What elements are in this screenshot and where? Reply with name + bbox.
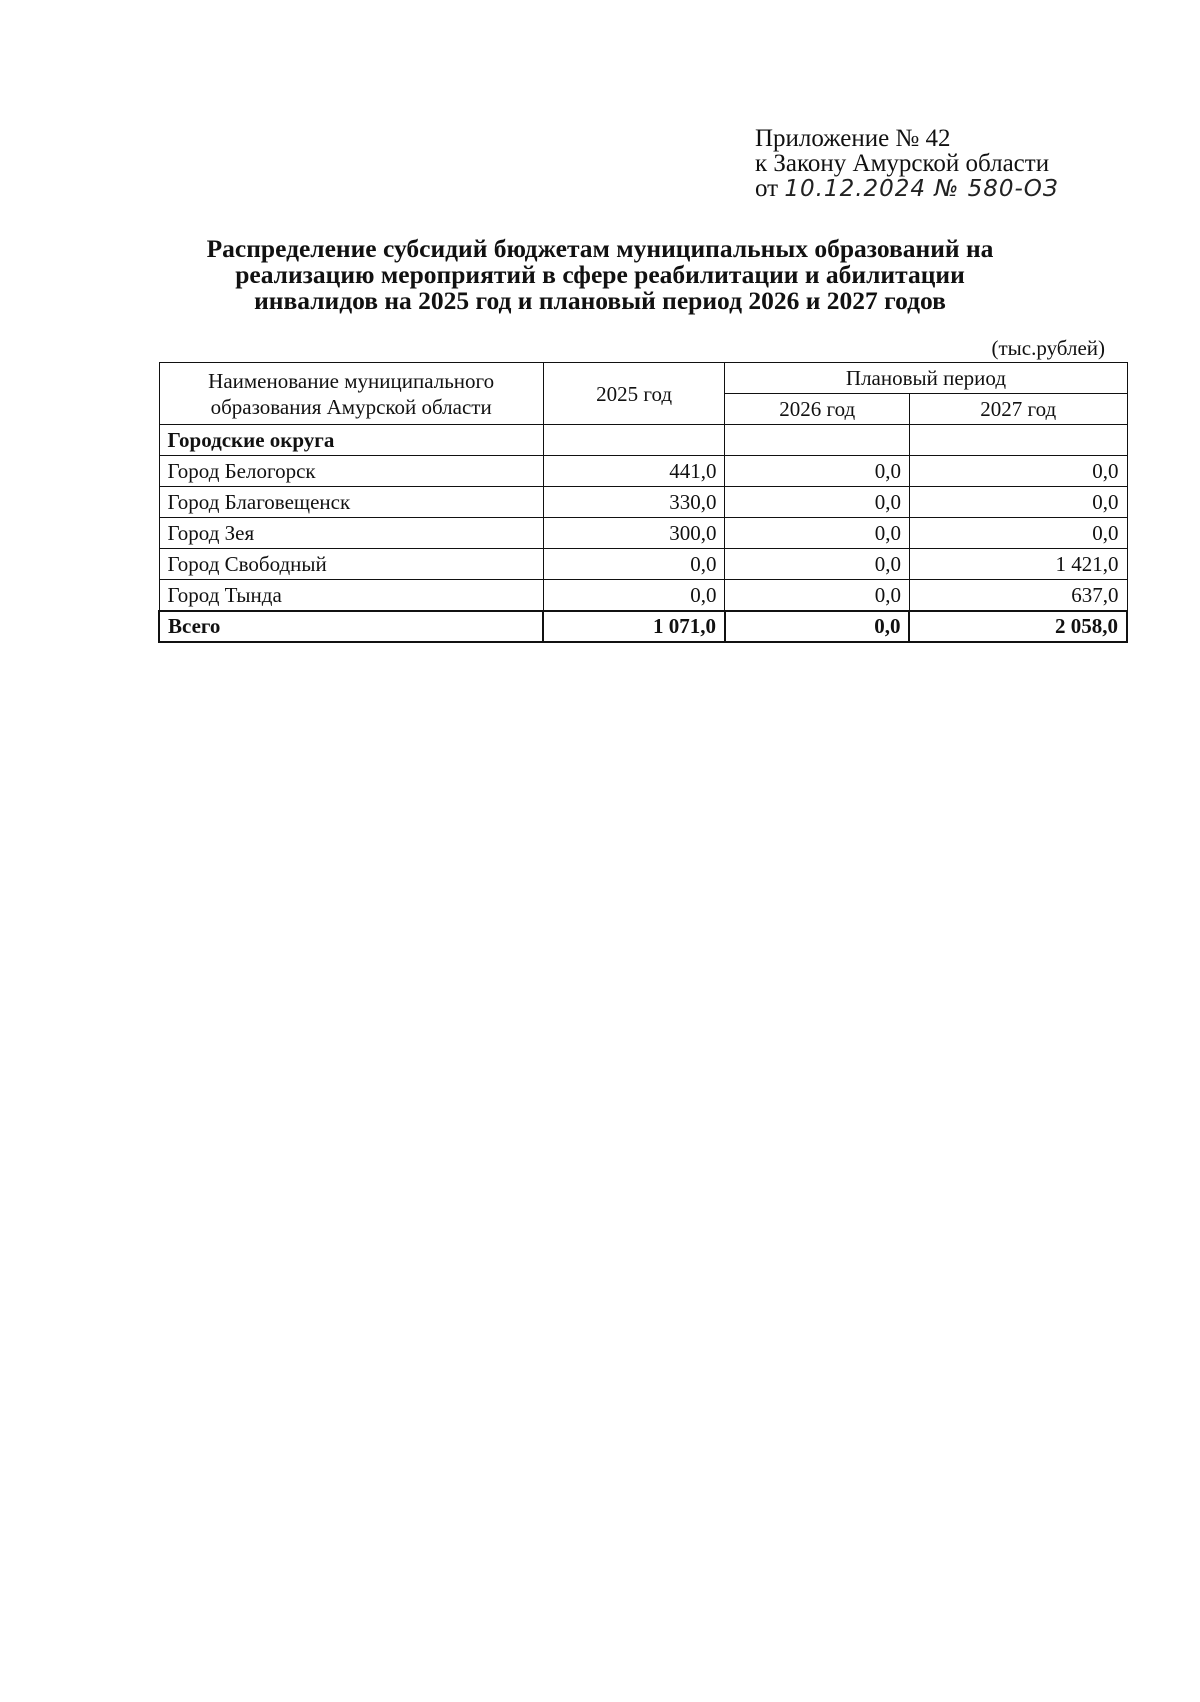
section-empty-cell bbox=[725, 425, 910, 456]
document-title-line-2: реализацию мероприятий в сфере реабилитации и абилитации bbox=[235, 260, 965, 289]
header-municipality-line-2: образования Амурской области bbox=[210, 394, 492, 419]
total-value-2027: 2 058,0 bbox=[909, 611, 1127, 642]
row-value-2027: 637,0 bbox=[909, 580, 1127, 611]
row-value-2025: 441,0 bbox=[543, 456, 725, 487]
header-2025: 2025 год bbox=[543, 363, 725, 425]
row-value-2025: 330,0 bbox=[543, 487, 725, 518]
row-name: Город Белогорск bbox=[159, 456, 543, 487]
row-value-2026: 0,0 bbox=[725, 549, 910, 580]
header-2026: 2026 год bbox=[725, 394, 910, 425]
table-header-row bbox=[159, 363, 1127, 394]
appendix-reference bbox=[755, 126, 1155, 202]
appendix-number: Приложение № 42 bbox=[755, 125, 951, 152]
document-title-line-3: инвалидов на 2025 год и плановый период 2026 и 2027 годов bbox=[254, 286, 946, 315]
header-planned-period: Плановый период bbox=[725, 363, 1127, 394]
header-municipality bbox=[159, 363, 543, 425]
appendix-date-prefix: от bbox=[755, 175, 779, 202]
subsidies-table bbox=[158, 362, 1128, 643]
total-row bbox=[159, 611, 1127, 642]
table-row bbox=[159, 549, 1127, 580]
row-value-2025: 0,0 bbox=[543, 580, 725, 611]
total-value-2025: 1 071,0 bbox=[543, 611, 725, 642]
units-label: (тыс.рублей) bbox=[991, 336, 1105, 360]
table-row bbox=[159, 580, 1127, 611]
row-value-2027: 0,0 bbox=[909, 518, 1127, 549]
section-row bbox=[159, 425, 1127, 456]
row-name: Город Тында bbox=[159, 580, 543, 611]
appendix-date-line bbox=[755, 176, 1155, 202]
handwritten-date-number: 10.12.2024 № 580-ОЗ bbox=[784, 176, 1059, 202]
row-value-2027: 0,0 bbox=[909, 456, 1127, 487]
row-value-2027: 1 421,0 bbox=[909, 549, 1127, 580]
row-value-2025: 300,0 bbox=[543, 518, 725, 549]
header-municipality-line-1: Наименование муниципального bbox=[208, 368, 495, 393]
header-2027: 2027 год bbox=[909, 394, 1127, 425]
table-row bbox=[159, 487, 1127, 518]
row-name: Город Благовещенск bbox=[159, 487, 543, 518]
table-row bbox=[159, 518, 1127, 549]
section-label: Городские округа bbox=[159, 425, 543, 456]
row-value-2026: 0,0 bbox=[725, 518, 910, 549]
row-name: Город Зея bbox=[159, 518, 543, 549]
document-title bbox=[130, 236, 1070, 314]
document-title-line-1: Распределение субсидий бюджетам муниципальных образований на bbox=[206, 234, 994, 263]
total-value-2026: 0,0 bbox=[725, 611, 910, 642]
section-empty-cell bbox=[909, 425, 1127, 456]
section-empty-cell bbox=[543, 425, 725, 456]
row-value-2026: 0,0 bbox=[725, 487, 910, 518]
row-value-2025: 0,0 bbox=[543, 549, 725, 580]
row-value-2027: 0,0 bbox=[909, 487, 1127, 518]
row-value-2026: 0,0 bbox=[725, 580, 910, 611]
table-row bbox=[159, 456, 1127, 487]
row-value-2026: 0,0 bbox=[725, 456, 910, 487]
appendix-law: к Закону Амурской области bbox=[755, 150, 1050, 177]
row-name: Город Свободный bbox=[159, 549, 543, 580]
total-label: Всего bbox=[159, 611, 543, 642]
